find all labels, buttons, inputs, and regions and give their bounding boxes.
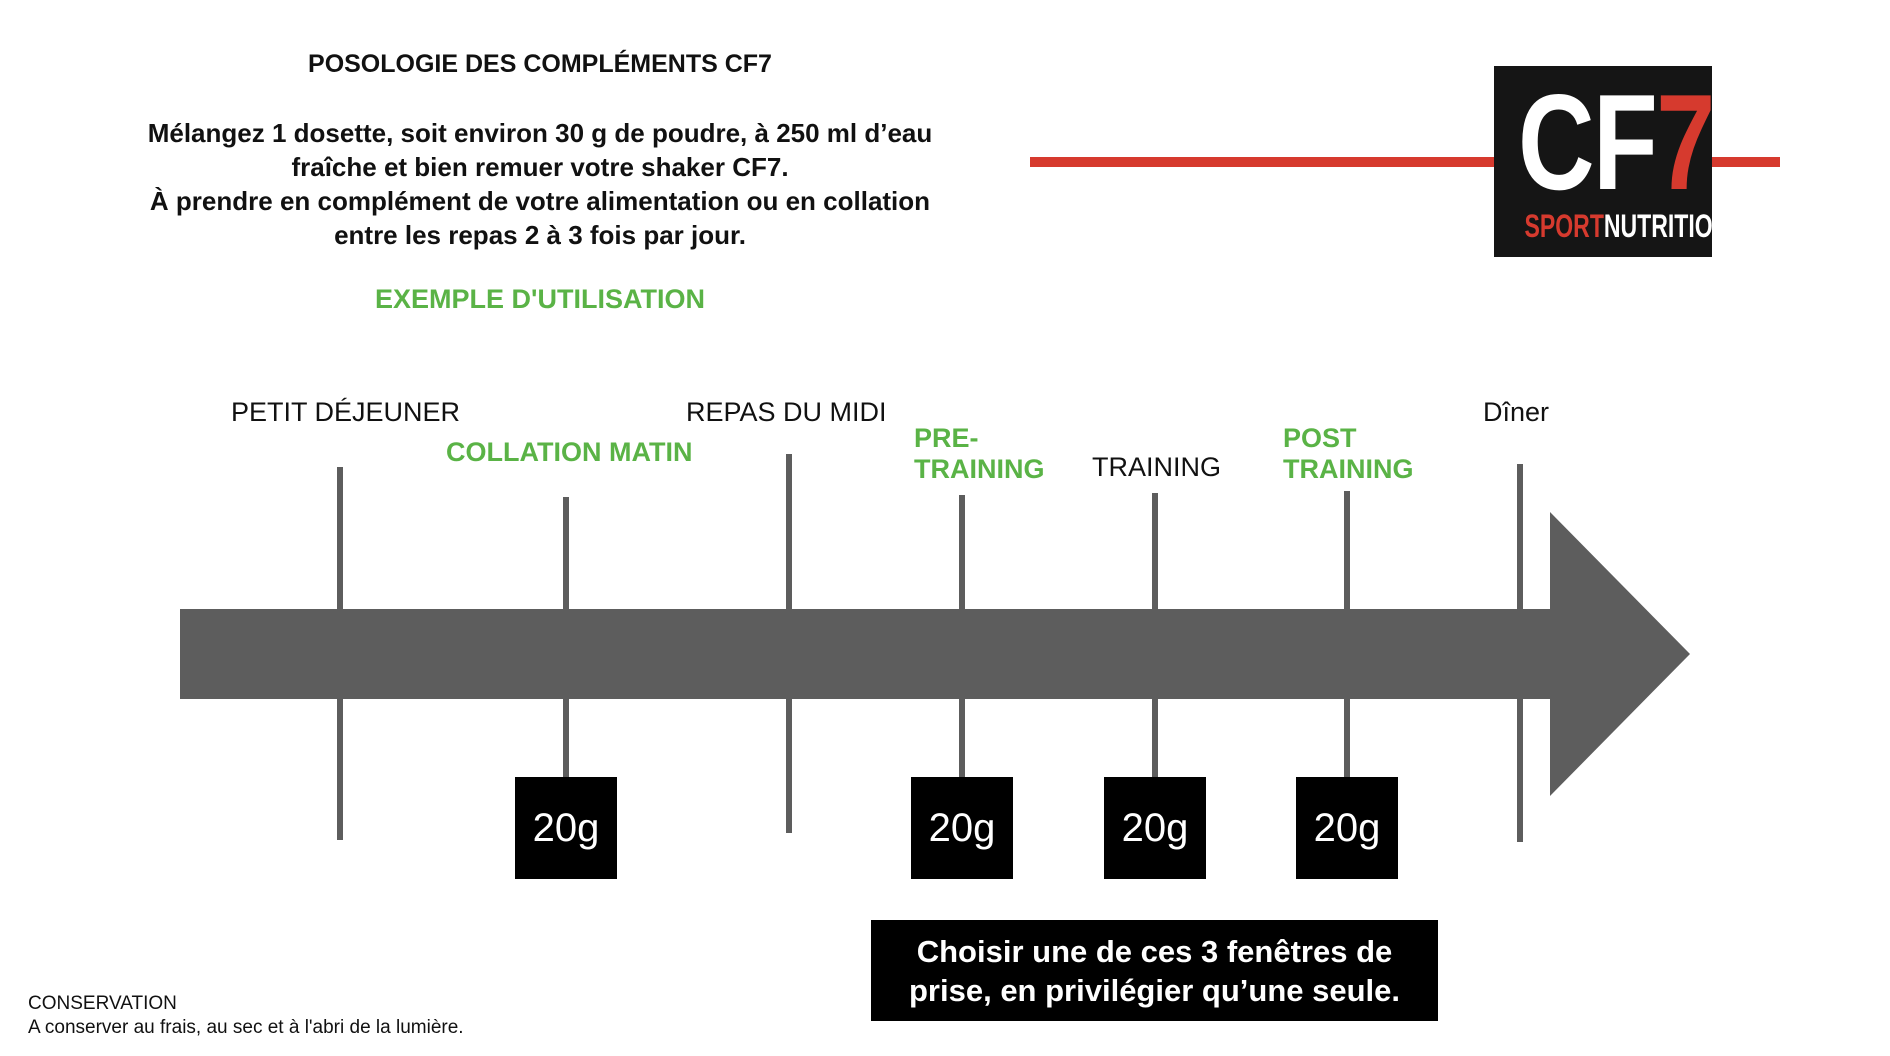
timeline-label-line: TRAINING	[1283, 454, 1414, 484]
timeline-label	[446, 437, 692, 468]
timeline-tick	[1344, 491, 1350, 780]
timeline-label-line: PETIT DÉJEUNER	[231, 397, 461, 427]
dose-box: 20g	[515, 777, 617, 879]
timeline-label	[1092, 452, 1221, 483]
dose-box: 20g	[911, 777, 1013, 879]
conservation-section	[28, 992, 464, 1040]
conservation-heading: CONSERVATION	[28, 993, 177, 1014]
timeline-label-line: POST	[1283, 423, 1357, 453]
example-heading: EXEMPLE D'UTILISATION	[375, 284, 705, 314]
instruction-line: Mélangez 1 dosette, soit environ 30 g de poudre, à 250 ml d’eau	[147, 118, 933, 148]
logo-nutrition: NUTRITION	[1603, 208, 1730, 244]
dose-box: 20g	[1296, 777, 1398, 879]
instruction-line: À prendre en complément de votre alimentation ou en collation	[149, 186, 931, 216]
timeline-label-line: TRAINING	[914, 454, 1045, 484]
timeline-tick	[1517, 464, 1523, 842]
timeline-label	[686, 397, 887, 428]
timeline-label-line: Dîner	[1483, 397, 1550, 427]
logo-seven: 7	[1656, 66, 1714, 218]
note-box	[871, 920, 1438, 1021]
logo-cf: CF	[1517, 66, 1657, 218]
timeline-tick	[959, 495, 965, 780]
timeline-tick	[563, 497, 569, 780]
timeline-label	[1283, 423, 1414, 485]
timeline-label	[231, 397, 460, 428]
note-line: prise, en privilégier qu’une seule.	[909, 972, 1400, 1008]
conservation-text: A conserver au frais, au sec et à l'abri de la lumière.	[28, 1017, 464, 1038]
timeline-label	[914, 423, 1045, 485]
logo-sport: SPORT	[1524, 208, 1604, 244]
timeline-tick	[337, 467, 343, 840]
dose-box: 20g	[1104, 777, 1206, 879]
note-line: Choisir une de ces 3 fenêtres de	[916, 933, 1393, 969]
instruction-line: entre les repas 2 à 3 fois par jour.	[334, 220, 746, 250]
timeline-label-line: TRAINING	[1092, 452, 1222, 482]
timeline-label-line: COLLATION MATIN	[446, 437, 693, 467]
instruction-line: fraîche et bien remuer votre shaker CF7.	[291, 152, 789, 182]
timeline-label-line: REPAS DU MIDI	[686, 397, 887, 427]
timeline-tick	[1152, 493, 1158, 780]
page-title: POSOLOGIE DES COMPLÉMENTS CF7	[308, 50, 772, 78]
timeline-label	[1483, 397, 1549, 428]
arrow-head	[1550, 512, 1690, 796]
timeline-label-line: PRE-	[914, 423, 979, 453]
timeline-tick	[786, 454, 792, 833]
